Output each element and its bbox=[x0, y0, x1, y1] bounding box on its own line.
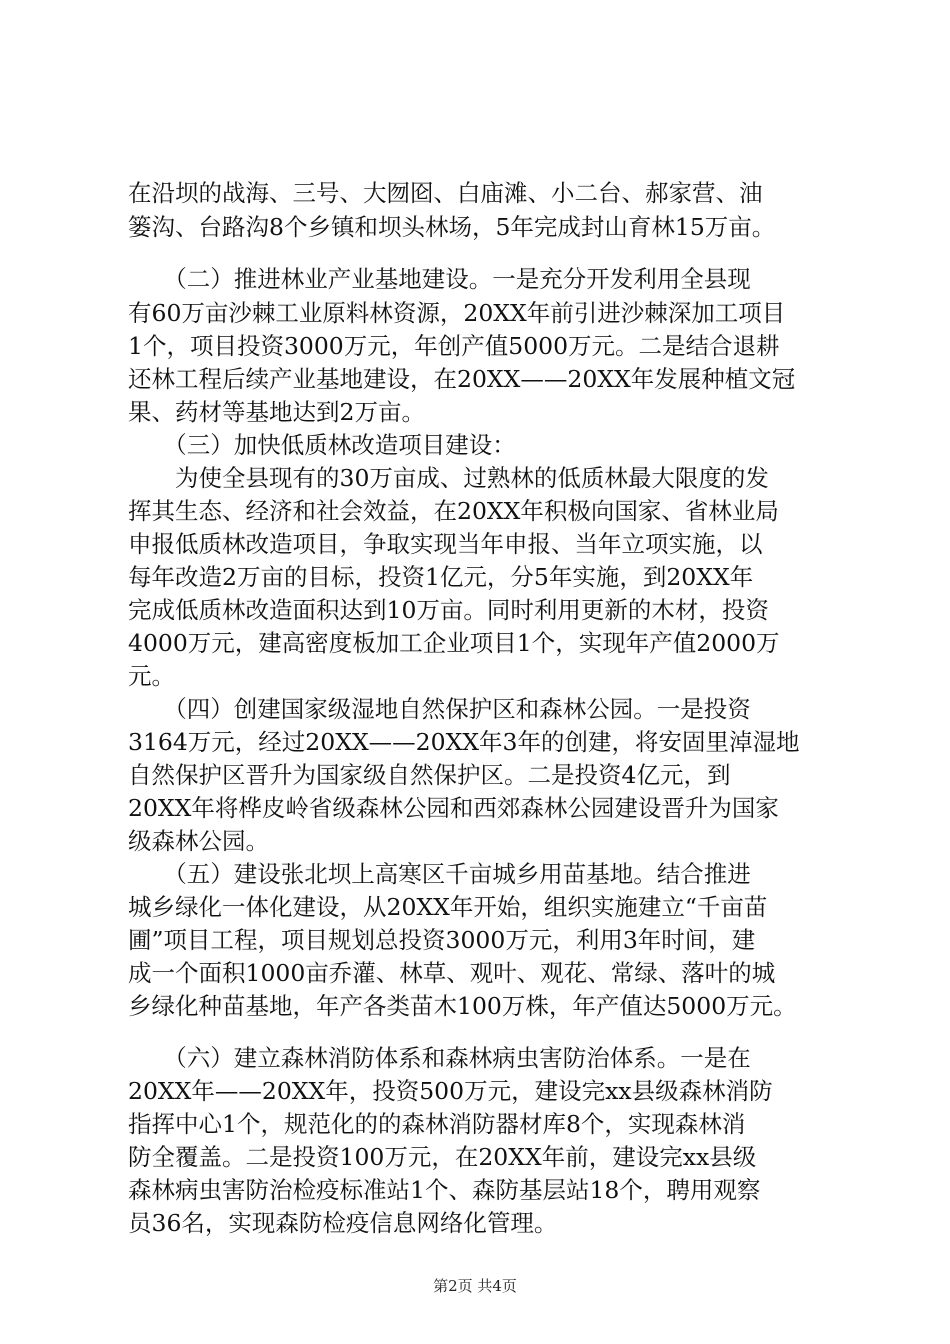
paragraph-5-line-4: 20XX年将桦皮岭省级森林公园和西郊森林公园建设晋升为国家 bbox=[128, 794, 779, 822]
paragraph-7-line-4: 防全覆盖。二是投资100万元，在20XX年前，建设完xx县级 bbox=[128, 1143, 757, 1171]
paragraph-2-line-3: 1个，项目投资3000万元，年创产值5000万元。二是结合退耕 bbox=[128, 332, 780, 360]
paragraph-4-line-2: 挥其生态、经济和社会效益，在20XX年积极向国家、省林业局 bbox=[128, 497, 779, 525]
paragraph-6-line-4: 成一个面积1000亩乔灌、林草、观叶、观花、常绿、落叶的城 bbox=[128, 959, 776, 987]
paragraph-5-line-2: 3164万元，经过20XX——20XX年3年的创建，将安固里淖湿地 bbox=[128, 728, 800, 756]
paragraph-4-line-4: 每年改造2万亩的目标，投资1亿元，分5年实施，到20XX年 bbox=[128, 563, 754, 591]
paragraph-2-line-2: 有60万亩沙棘工业原料林资源，20XX年前引进沙棘深加工项目 bbox=[128, 299, 786, 327]
paragraph-5-line-5: 级森林公园。 bbox=[128, 827, 269, 855]
paragraph-6-line-1: （五）建设张北坝上高寒区千亩城乡用苗基地。结合推进 bbox=[128, 860, 751, 888]
paragraph-1-line-2: 篓沟、台路沟8个乡镇和坝头林场，5年完成封山育林15万亩。 bbox=[128, 213, 776, 241]
paragraph-5-line-3: 自然保护区晋升为国家级自然保护区。二是投资4亿元，到 bbox=[128, 761, 731, 789]
paragraph-6-line-5: 乡绿化种苗基地，年产各类苗木100万株，年产值达5000万元。 bbox=[128, 992, 797, 1020]
paragraph-4-line-3: 申报低质林改造项目，争取实现当年申报、当年立项实施，以 bbox=[128, 530, 763, 558]
paragraph-7-line-6: 员36名，实现森防检疫信息网络化管理。 bbox=[128, 1209, 558, 1237]
paragraph-5-line-1: （四）创建国家级湿地自然保护区和森林公园。一是投资 bbox=[128, 695, 751, 723]
paragraph-6-line-3: 圃”项目工程，项目规划总投资3000万元，利用3年时间，建 bbox=[128, 926, 756, 954]
paragraph-7-line-3: 指挥中心1个，规范化的的森林消防器材库8个，实现森林消 bbox=[128, 1110, 746, 1138]
paragraph-6-line-2: 城乡绿化一体化建设，从20XX年开始，组织实施建立“千亩苗 bbox=[128, 893, 768, 921]
paragraph-4-line-7: 元。 bbox=[128, 662, 175, 690]
paragraph-4-line-1: 为使全县现有的30万亩成、过熟林的低质林最大限度的发 bbox=[128, 464, 769, 492]
paragraph-4-line-5: 完成低质林改造面积达到10万亩。同时利用更新的木材，投资 bbox=[128, 596, 769, 624]
paragraph-4-line-6: 4000万元，建高密度板加工企业项目1个，实现年产值2000万 bbox=[128, 629, 780, 657]
paragraph-2-line-5: 果、药材等基地达到2万亩。 bbox=[128, 398, 425, 426]
paragraph-1-line-1: 在沿坝的战海、三号、大囫囵、白庙滩、小二台、郝家营、油 bbox=[128, 179, 763, 207]
paragraph-7-line-2: 20XX年——20XX年，投资500万元，建设完xx县级森林消防 bbox=[128, 1077, 773, 1105]
paragraph-3-line-1: （三）加快低质林改造项目建设： bbox=[128, 431, 516, 459]
page-footer: 第2页 共4页 bbox=[433, 1277, 517, 1295]
paragraph-2-line-1: （二）推进林业产业基地建设。一是充分开发利用全县现 bbox=[128, 265, 751, 293]
paragraph-2-line-4: 还林工程后续产业基地建设，在20XX——20XX年发展种植文冠 bbox=[128, 365, 796, 393]
paragraph-7-line-1: （六）建立森林消防体系和森林病虫害防治体系。一是在 bbox=[128, 1044, 751, 1072]
paragraph-7-line-5: 森林病虫害防治检疫标准站1个、森防基层站18个，聘用观察 bbox=[128, 1176, 761, 1204]
